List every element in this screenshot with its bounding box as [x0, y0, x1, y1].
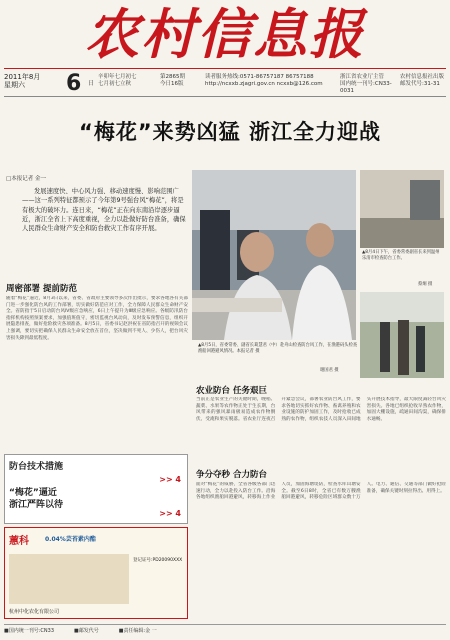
publisher-info	[400, 74, 450, 88]
footer-item-1: ■国内统一刊号:CN33	[4, 628, 55, 634]
sponsor-line-2: 国内统一刊号:CN33-0031	[340, 81, 392, 94]
advert-brand: 蕙科	[9, 536, 29, 547]
section-1-title: 周密部署 提前防范	[6, 284, 77, 294]
sidebar-box-title: 防台技术措施	[9, 462, 64, 472]
side-photo-bottom	[360, 292, 444, 378]
contact-info	[205, 74, 335, 88]
lead-paragraph: 发展速度快、中心风力强、移动速度慢、影响范围广——这一系列特征都预示了今年第9号强台风“梅花”，将是有极大的破坏力。连日来，“梅花”正在向东南沿岸逐步逼近，浙江全省上下高度重视，全力以赴做好防台准备，确保人民群众生命财产安全和防台救灾工作有序开展。	[22, 188, 186, 233]
year-month: 2011年8月	[4, 73, 41, 81]
main-photo-image	[192, 170, 356, 340]
side-photo-caption: ▲8月4日下午，省委常委副省长来到温州乐清市检查防台工作。	[362, 250, 440, 261]
section-2-title: 农业防台 任务艰巨	[196, 386, 267, 396]
advert-line-3: 杭州中化农化有限公司	[9, 609, 60, 615]
day-number: 6	[66, 71, 82, 96]
page-headline: “梅花”来势凶猛 浙江全力迎战	[79, 120, 381, 144]
section-2-text: 当前正是农业生产的关键时期，晚稻、蔬菜、水果等农作物正处于生长期，台风带来的强风暴雨极易造成农作物倒伏、受淹和果实脱落。省农业厅连夜召开紧急会议，部署农业防台风工作，要求各地切实抓好农作物、畜禽养殖和农业设施的防护加固工作，及时抢收已成熟的农作物，组织农技人员深入田间地头开展技术指导，最大限度减轻台风灾害损失。各地已组织抢收早熟农作物，加固大棚设施，疏通田间沟渠，确保排水通畅。	[196, 397, 446, 422]
main-photo	[192, 170, 356, 340]
section-3-text: 面对“梅花”的威胁，全省各级各部门迅速行动，全力以赴投入防台工作。沿海各地组织渔船回港避风，转移海上作业人员，加固海塘堤防，检查水库山塘安全。截至6日8时，全省已有数万艘渔船回港避风，转移危险区域群众数十万人。电力、通信、交通等部门做好抢险准备，确保关键时刻拉得出、用得上。	[196, 482, 446, 501]
sidebar-teaser[interactable]: “梅花”逼近 浙江严阵以待	[9, 488, 64, 510]
lunar-line-1: 辛卯年七月初七	[98, 74, 137, 80]
side-photo-top	[360, 170, 444, 248]
lunar-info	[98, 74, 158, 88]
website-link[interactable]: http://ncxxb.zjagri.gov.cn ncxxb@126.com	[205, 81, 323, 87]
side-photo-top-image	[360, 170, 444, 248]
dateline-rule	[4, 96, 446, 97]
masthead-title: 农村信息报	[85, 2, 365, 66]
day-suffix: 日	[88, 80, 95, 87]
footer-rule	[4, 624, 446, 625]
footer-item-2: ■邮发代号	[74, 628, 99, 634]
byline: □本报记者 金一	[6, 176, 46, 182]
publisher-line-2: 邮发代号:31-31	[400, 81, 440, 87]
masthead-rule	[4, 68, 446, 69]
dateline-block	[4, 73, 64, 97]
issue-line-2: 今日16版	[160, 81, 184, 87]
lunar-line-2: 七月初七立秋	[98, 81, 132, 87]
hotline: 读者服务热线:0571-86757187 86757188	[205, 74, 314, 80]
issue-line-1: 第2865期	[160, 74, 185, 80]
main-photo-credit: 谢国君 摄	[320, 368, 339, 373]
advert-line-2: 登记证号:PD20090XXX	[133, 558, 183, 563]
footer-bar	[4, 627, 446, 637]
footer-item-3: ■责任编辑:金 一	[118, 628, 157, 634]
sponsor-line-1: 浙江省农业厅主管	[340, 74, 385, 80]
advert-line-1: 0.04%芸苔素内酯	[45, 536, 96, 543]
sidebar-link-arrow-1[interactable]: >> 4	[159, 475, 181, 484]
advert-product-image	[9, 554, 129, 604]
advert-box	[4, 527, 188, 619]
section-1-text: 随着“梅花”逼近，8月3日以来，省委、省政府主要领导多次作出批示，要求各地各有关部门进一步强化防台风的工作部署，切实做好防范应对工作，全力保障人民群众生命财产安全。省防指于5日启动防台风Ⅳ级应急响应，6日上午提升为Ⅲ级应急响应。各级防汛防台指挥机构按照预案要求，加强值班值守，密切监视台风动向，及时发布预警信息，组织开展隐患排查，做好抢险救灾各项准备。8月5日，省委书记赵洪祝在省防指召开的视频会议上强调，要切实把确保人民群众生命安全放在首位，坚决做到不死人、少伤人，把台风灾害损失降到最低程度。	[6, 296, 188, 341]
sidebar-link-arrow-2[interactable]: >> 4	[159, 509, 181, 518]
side-photo-bottom-image	[360, 292, 444, 378]
section-3-title: 争分夺秒 合力防台	[196, 470, 267, 480]
side-photo-credit: 蔡炯 摄	[418, 282, 433, 287]
weekday: 星期六	[4, 81, 25, 89]
sponsor-info	[340, 74, 398, 95]
sidebar-box	[4, 454, 188, 524]
issue-info	[160, 74, 200, 88]
main-photo-caption: ▲8月5日，省委常委、副省长葛慧君（中）赴舟山检查防台风工作，在渔港码头检查渔船回港避风情况。本报记者 摄	[198, 343, 358, 354]
publisher-line-1: 农村信息报社出版	[400, 74, 445, 80]
